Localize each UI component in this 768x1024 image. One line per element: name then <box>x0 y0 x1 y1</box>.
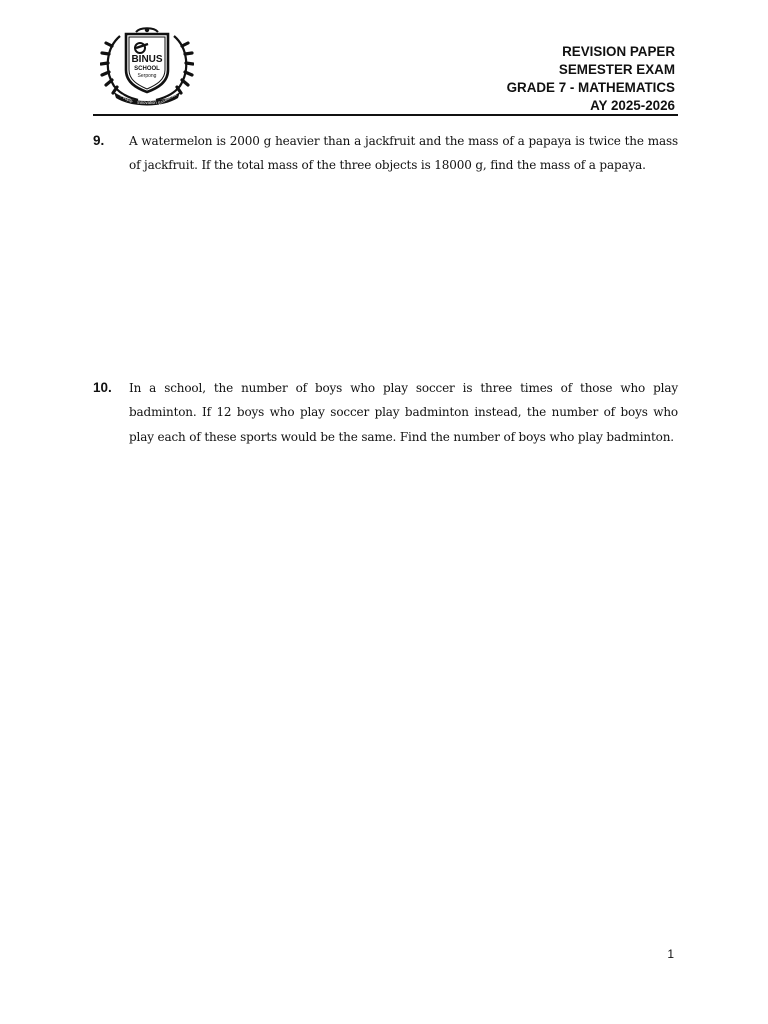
logo-name: BINUS <box>131 54 163 65</box>
header-subject: GRADE 7 - MATHEMATICS <box>506 80 675 95</box>
logo-motto-left: People <box>119 93 134 104</box>
logo-motto-center: Innovation <box>137 100 157 105</box>
question-text: A watermelon is 2000 g heavier than a jackfruit and the mass of a papaya is twice the mass of jackfruit. If the total mass of the three objects is 18000 g, find the mass of a papaya. <box>129 134 678 173</box>
logo-campus: Serpong <box>137 73 157 79</box>
header-divider <box>93 114 678 116</box>
header-title: REVISION PAPER <box>562 44 675 59</box>
page-number: 1 <box>667 947 674 961</box>
question-10 <box>93 376 678 449</box>
question-number: 9. <box>93 133 105 148</box>
question-number: 10. <box>93 380 112 395</box>
header-exam: SEMESTER EXAM <box>558 62 675 77</box>
question-9 <box>93 129 678 178</box>
school-logo <box>100 26 194 106</box>
logo-subname: SCHOOL <box>134 66 160 72</box>
school-crest-icon <box>100 26 194 106</box>
question-text: In a school, the number of boys who play soccer is three times of those who play badminton. If 12 boys who play soccer play badminton instead, the number of boys who play each of these sports would be the same. Find the number of boys who play badminton. <box>129 381 678 444</box>
logo-motto-right: Excellence <box>157 91 178 106</box>
header-year: AY 2025-2026 <box>590 98 675 113</box>
document-header <box>507 43 675 115</box>
